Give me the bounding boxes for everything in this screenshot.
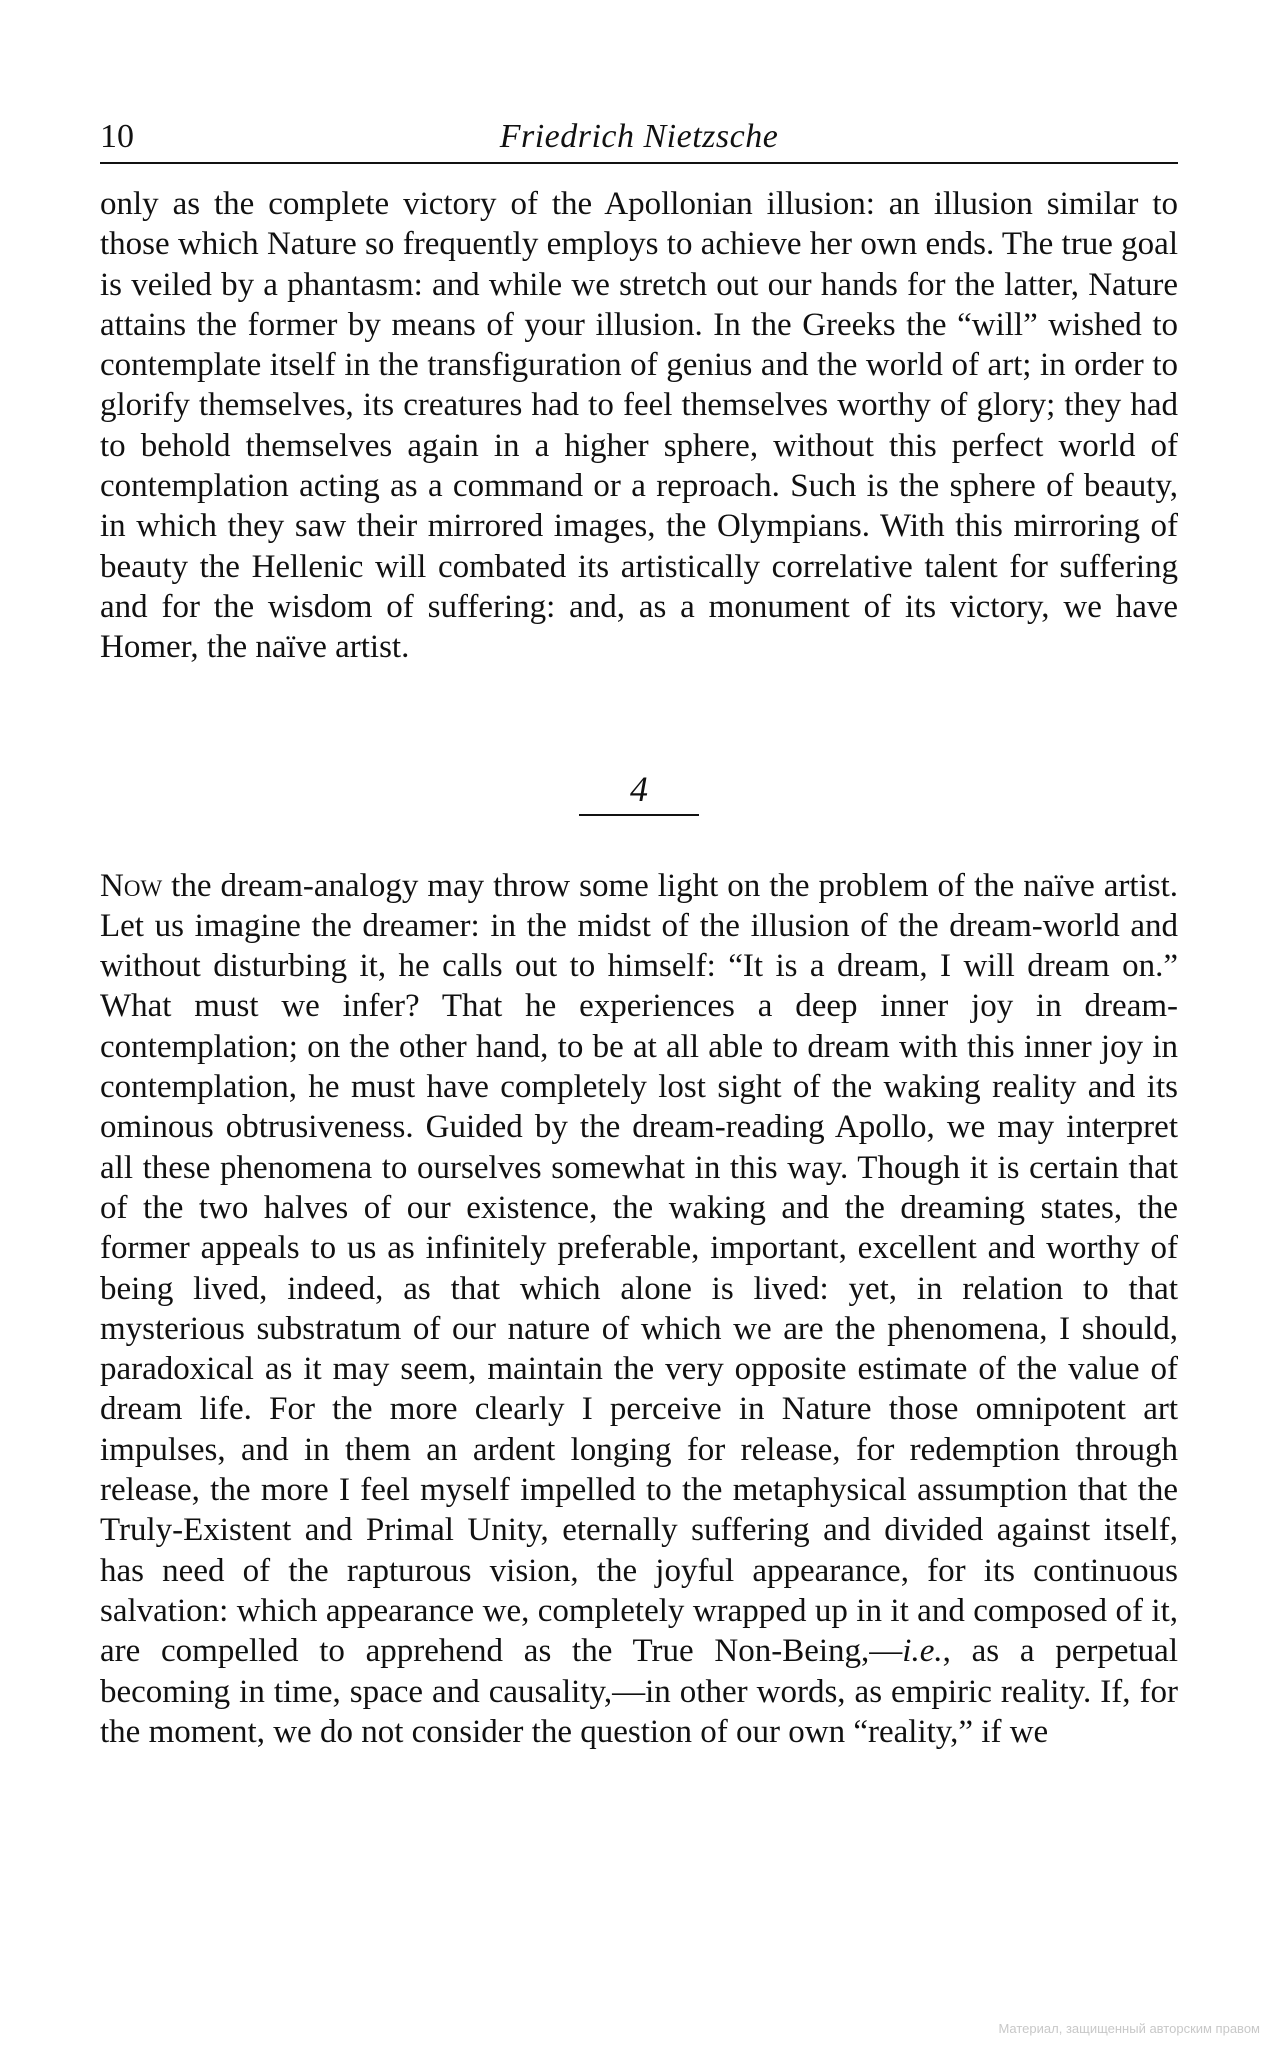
- book-page: [100, 110, 1178, 1752]
- continuation-paragraph: only as the complete victory of the Apollonian illusion: an illusion similar to those which Nature so frequently employs to achieve her own ends. The true goal is veiled by a phantasm: and while we stretch out our hands for the latter, Nature attains the former by means of your illusion. In the Greeks the “will” wished to contemplate itself in the transfiguration of genius and the world of art; in order to glorify themselves, its creatures had to feel themselves worthy of glory; they had to behold themselves again in a higher sphere, without this perfect world of contemplation acting as a command or a reproach. Such is the sphere of beauty, in which they saw their mirrored images, the Olympians. With this mirroring of beauty the Hellenic will combated its artistically correlative talent for suffering and for the wisdom of suffering: and, as a monument of its victory, we have Homer, the naïve artist.: [100, 186, 1178, 666]
- running-title: Friedrich Nietzsche: [499, 118, 779, 155]
- ie-abbreviation: i.e.: [902, 1633, 943, 1670]
- section-paragraph-tail: , as a perpetual becoming in time, space and causality,—in other words, as empiric reality. If, for the moment, we do not consider the question of our own “reality,” if we: [100, 1633, 1178, 1750]
- section-number: 4: [579, 768, 699, 816]
- em-dash: —: [869, 1633, 903, 1670]
- section-paragraph: [100, 866, 1178, 1753]
- section-paragraph-text: the dream-analogy may throw some light on the problem of the naïve artist. Let us imagine the dreamer: in the midst of the illusion of the dream-world and without disturbing it, he calls out to himself: “It is a dream, I will dream on.” What must we infer? That he experiences a deep inner joy in dream-contemplation; on the other hand, to be at all able to dream with this inner joy in contemplation, he must have completely lost sight of the waking reality and its ominous obtrusiveness. Guided by the dream-reading Apollo, we may interpret all these phenomena to ourselves somewhat in this way. Though it is certain that of the two halves of our existence, the waking and the dreaming states, the former appeals to us as infinitely preferable, important, excellent and worthy of being lived, indeed, as that which alone is lived: yet, in relation to that mysterious substratum of our nature of which we are the phenomena, I should, paradoxical as it may seem, maintain the very opposite estimate of the value of dream life. For the more clearly I perceive in Nature those omnipotent art impulses, and in them an ardent longing for release, for redemption through release, the more I feel myself impelled to the metaphysical assumption that the Truly-Existent and Primal Unity, eternally suffering and divided against itself, has need of the rapturous vision, the joyful appearance, for its continuous salvation: which appearance we, completely wrapped up in it and composed of it, are compelled to apprehend as the True Non-Being,: [100, 867, 1178, 1670]
- running-head: [100, 110, 1178, 164]
- page-number: 10: [100, 118, 134, 155]
- section-lead-word: Now: [100, 867, 163, 904]
- copyright-watermark: Материал, защищенный авторским правом: [998, 2021, 1260, 2036]
